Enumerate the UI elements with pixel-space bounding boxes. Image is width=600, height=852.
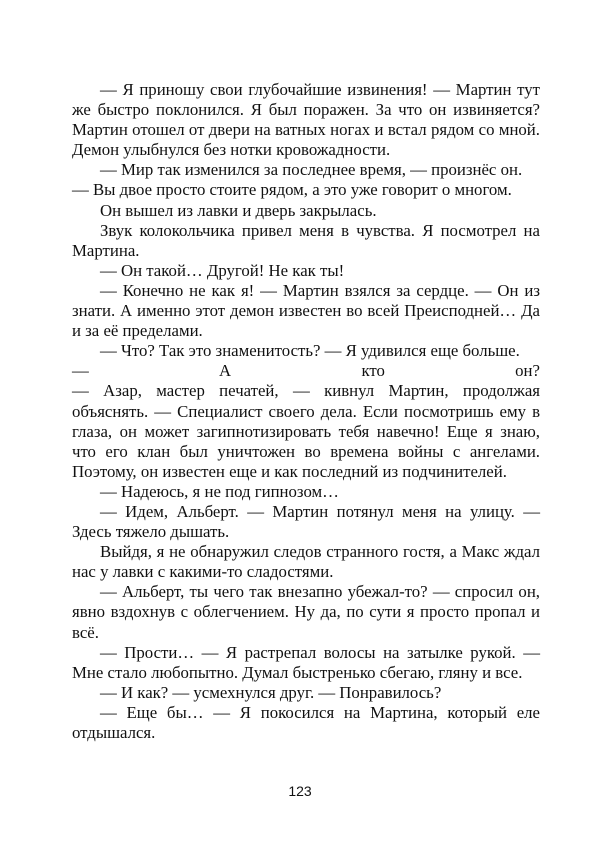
paragraph: Выйдя, я не обнаружил следов странного гостя, а Макс ждал нас у лавки с какими-то сладостями. [72,542,540,582]
paragraph: — Азар, мастер печатей, — кивнул Мартин, продолжая объяснять. — Специалист своего дела. Если посмотришь ему в глаза, он может загипнотизировать тебя навечно! Еще я знаю, что его клан был уничтожен во времена войны с ангелами. Поэтому, он известен еще и как последний из подчинителей. [72,381,540,481]
paragraph: — Альберт, ты чего так внезапно убежал-то? — спросил он, явно вздохнув с облегчением. Ну да, по сути я просто пропал и всё. [72,582,540,642]
paragraph: — И как? — усмехнулся друг. — Понравилось? [100,682,442,702]
body-text [72,80,540,743]
paragraph: Звук колокольчика привел меня в чувства. Я посмотрел на Мартина. [72,220,540,260]
paragraph: — Прости… — Я растрепал волосы на затылке рукой. — Мне стало любопытно. Думал быстренько сбегаю, гляну и все. [72,642,540,682]
paragraph: — Конечно не как я! — Мартин взялся за сердце. — Он из знати. А именно этот демон известен во всей Преисподней… Да и за её пределами. [72,280,540,341]
paragraph: — Я приношу свои глубочайшие извинения! — Мартин тут же быстро поклонился. Я был поражен. За что он извиняется? Мартин отошел от двери на ватных ногах и встал рядом со мной. Демон улыбнулся без нотки кровожадности. [72,80,540,160]
page-number: 123 [288,783,312,799]
paragraph: — А кто он? [72,361,540,381]
paragraph: — Мир так изменился за последнее время, — произнёс он. [100,160,523,180]
paragraph: — Вы двое просто стоите рядом, а это уже говорит о многом. [72,180,512,200]
paragraph: — Надеюсь, я не под гипнозом… [100,481,339,501]
paragraph: — Он такой… Другой! Не как ты! [100,260,345,280]
paragraph: — Еще бы… — Я покосился на Мартина, который еле отдышался. [72,702,540,742]
paragraph: Он вышел из лавки и дверь закрылась. [100,200,377,220]
paragraph: — Что? Так это знаменитость? — Я удивился еще больше. [100,341,520,361]
paragraph: — Идем, Альберт. — Мартин потянул меня на улицу. — Здесь тяжело дышать. [72,501,540,542]
